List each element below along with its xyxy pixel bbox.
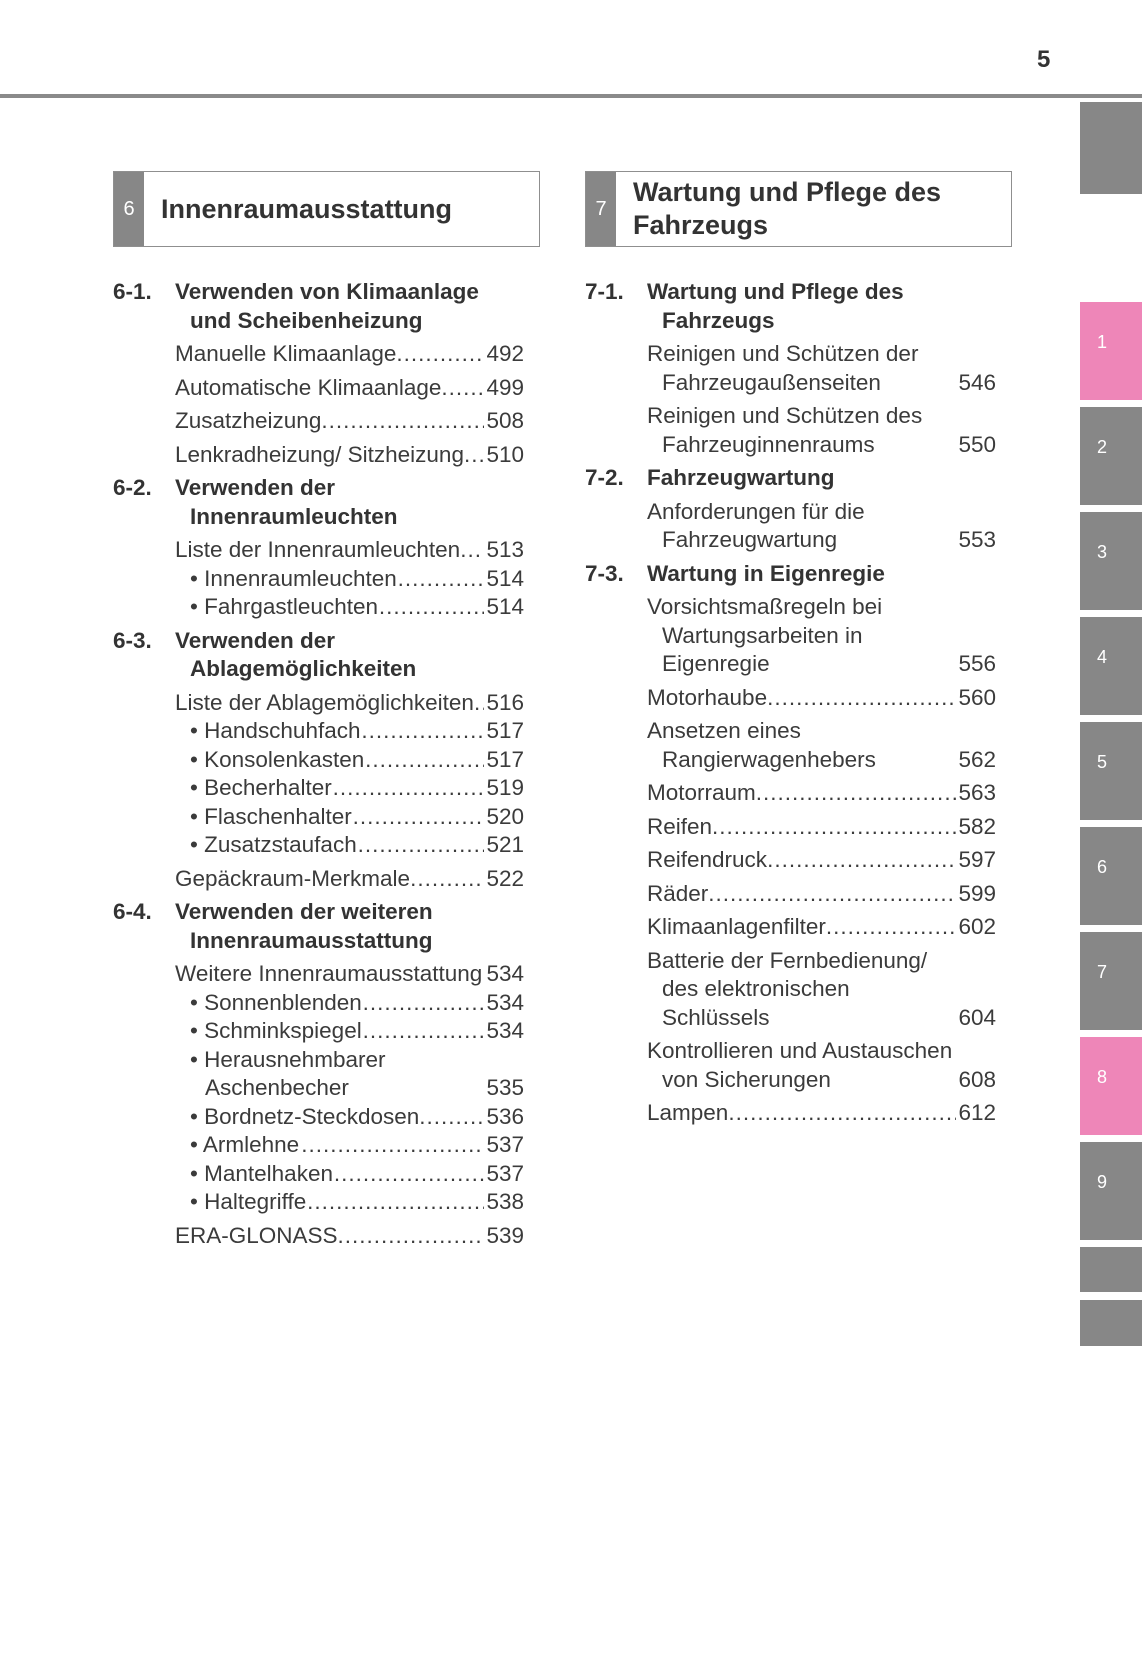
side-tab-label: 6 <box>1097 857 1108 877</box>
side-tab-2[interactable] <box>1080 407 1142 505</box>
side-tab-index-a[interactable] <box>1080 1247 1142 1292</box>
side-tab-label: 8 <box>1097 1067 1108 1087</box>
toc-entry[interactable] <box>113 1046 524 1103</box>
side-tab-blank-top[interactable] <box>1080 102 1142 194</box>
entry-title: • Konsolenkasten <box>190 746 365 772</box>
toc-entry[interactable] <box>113 831 524 860</box>
entry-page: 538 <box>486 1189 524 1214</box>
toc-entry[interactable] <box>113 340 524 369</box>
entry-title: Motorhaube <box>647 684 768 710</box>
section-heading[interactable] <box>585 278 996 335</box>
entry-title: Reinigen und Schützen des Fahrzeuginnenraums <box>647 403 923 457</box>
dot-leader <box>419 1103 484 1132</box>
dot-leader <box>338 1222 485 1251</box>
entry-page: 536 <box>486 1103 524 1129</box>
entry-page: 612 <box>958 1100 996 1125</box>
toc-entry[interactable] <box>585 779 996 808</box>
entry-title: Liste der Ablagemöglichkeiten <box>175 689 474 715</box>
toc-entry[interactable] <box>585 813 996 842</box>
chapter-number: 7 <box>586 172 616 246</box>
side-tab-5[interactable] <box>1080 722 1142 820</box>
section-number: 6-4. <box>113 899 152 924</box>
dot-leader <box>379 593 485 622</box>
dot-leader <box>441 374 484 403</box>
entry-title: Klimaanlagenfilter <box>647 914 826 939</box>
side-tab-label: 5 <box>1097 752 1108 772</box>
header-rule <box>0 94 1142 98</box>
entry-page: 516 <box>486 689 524 715</box>
entry-title: • Sonnenblenden <box>190 989 362 1015</box>
toc-entry[interactable] <box>113 989 524 1018</box>
toc-entry[interactable] <box>585 846 996 875</box>
section-heading[interactable] <box>113 627 524 684</box>
entry-title: Reifendruck <box>647 847 768 872</box>
section-title: Fahrzeugwartung <box>647 465 835 490</box>
dot-leader <box>708 880 956 909</box>
section-title: Verwenden von Klimaanlage und Scheibenheizung <box>175 279 479 333</box>
dot-leader <box>353 803 485 832</box>
entry-title: Gepäckraum-Merkmale <box>175 865 411 891</box>
entry-title: Reinigen und Schützen der Fahrzeugaußenseiten <box>647 341 919 395</box>
entry-title: • Bordnetz-Steckdosen <box>190 1103 420 1129</box>
side-tab-4[interactable] <box>1080 617 1142 715</box>
toc-entry[interactable] <box>585 717 996 774</box>
toc-entry[interactable] <box>113 1103 524 1132</box>
entry-title: Batterie der Fernbedienung/ des elektronischen Schlüssels <box>647 947 928 1030</box>
dot-leader <box>410 865 484 894</box>
entry-title: Automatische Klimaanlage <box>175 374 442 400</box>
toc-entry[interactable] <box>113 407 524 436</box>
toc-entry[interactable] <box>585 340 996 397</box>
entry-page: 537 <box>486 1160 524 1186</box>
toc-column-left <box>113 278 524 1255</box>
entry-page: 563 <box>958 780 996 805</box>
toc-entry[interactable] <box>113 536 524 565</box>
entry-page: 520 <box>486 803 524 829</box>
toc-entry[interactable] <box>113 1017 524 1046</box>
dot-leader <box>301 1131 484 1160</box>
side-tab-label: 2 <box>1097 437 1108 457</box>
section-heading[interactable] <box>113 474 524 531</box>
dot-leader <box>460 536 484 565</box>
dot-leader <box>361 717 484 746</box>
entry-title: • Innenraumleuchten <box>190 565 397 591</box>
toc-entry[interactable] <box>113 593 524 622</box>
chapter-7-header <box>585 171 1012 247</box>
entry-title: Vorsichtsmaßregeln bei Wartungsarbeiten in Eigenregie <box>647 594 883 676</box>
dot-leader <box>333 774 485 803</box>
entry-page: 514 <box>486 565 524 591</box>
entry-title: • Handschuhfach <box>190 718 361 743</box>
entry-page: 582 <box>958 813 996 839</box>
section-heading[interactable] <box>113 898 524 955</box>
side-tab-index-b[interactable] <box>1080 1300 1142 1346</box>
entry-title: Manuelle Klimaanlage <box>175 341 397 366</box>
entry-page: 534 <box>486 961 524 986</box>
section-number: 6-2. <box>113 475 152 500</box>
side-tab-label: 4 <box>1097 647 1108 667</box>
dot-leader <box>398 565 485 594</box>
entry-page: 534 <box>486 989 524 1015</box>
entry-page: 546 <box>958 369 996 395</box>
toc-entry[interactable] <box>113 717 524 746</box>
entry-title: Lenkradheizung/ Sitzheizung <box>175 441 464 467</box>
toc-entry[interactable] <box>113 1131 524 1160</box>
dot-leader <box>712 813 956 842</box>
section-title: Wartung in Eigenregie <box>647 560 885 586</box>
entry-title: • Fahrgastleuchten <box>190 594 378 619</box>
entry-title: • Mantelhaken <box>190 1160 333 1186</box>
toc-entry[interactable] <box>113 441 524 470</box>
entry-title: Lampen <box>647 1100 729 1125</box>
dot-leader <box>767 846 956 875</box>
side-tab-1[interactable] <box>1080 302 1142 400</box>
entry-page: 539 <box>486 1222 524 1248</box>
dot-leader <box>358 831 485 860</box>
entry-page: 553 <box>958 527 996 552</box>
dot-leader <box>363 989 485 1018</box>
dot-leader <box>365 746 484 775</box>
toc-entry[interactable] <box>113 865 524 894</box>
dot-leader <box>464 441 485 470</box>
toc-entry[interactable] <box>585 593 996 679</box>
section-number: 7-2. <box>585 465 624 490</box>
dot-leader <box>474 689 485 718</box>
entry-title: • Armlehne <box>190 1132 300 1157</box>
page-number: 5 <box>1037 46 1051 73</box>
dot-leader <box>767 684 956 713</box>
toc-entry[interactable] <box>585 880 996 909</box>
dot-leader <box>756 779 957 808</box>
entry-title: Kontrollieren und Austauschen von Sicherungen <box>647 1038 953 1092</box>
side-tab-label: 7 <box>1097 962 1108 982</box>
entry-page: 599 <box>958 880 996 906</box>
toc-entry[interactable] <box>113 565 524 594</box>
section-number: 6-3. <box>113 627 152 653</box>
side-tab-label: 9 <box>1097 1172 1108 1192</box>
toc-entry[interactable] <box>585 1037 996 1094</box>
section-title: Wartung und Pflege des Fahrzeugs <box>647 279 904 333</box>
entry-page: 602 <box>958 914 996 939</box>
entry-page: 514 <box>486 594 524 619</box>
entry-page: 535 <box>486 1075 524 1100</box>
toc-entry[interactable] <box>113 960 524 989</box>
side-tab-3[interactable] <box>1080 512 1142 610</box>
toc-entry[interactable] <box>113 774 524 803</box>
toc-entry[interactable] <box>585 913 996 942</box>
chapter-title: Wartung und Pflege des Fahrzeugs <box>633 177 942 240</box>
dot-leader <box>321 407 484 436</box>
dot-leader <box>396 340 484 369</box>
toc-entry[interactable] <box>585 498 996 555</box>
dot-leader <box>307 1188 484 1217</box>
toc-entry[interactable] <box>113 374 524 403</box>
entry-title: Reifen <box>647 813 713 839</box>
entry-title: • Zusatzstaufach <box>190 832 357 857</box>
toc-entry[interactable] <box>113 1222 524 1251</box>
entry-title: Weitere Innenraumausstattung <box>175 961 483 986</box>
entry-title: Räder <box>647 880 709 906</box>
toc-entry[interactable] <box>585 1099 996 1128</box>
entry-page: 556 <box>958 651 996 676</box>
entry-page: 510 <box>486 441 524 467</box>
section-heading[interactable] <box>585 464 996 493</box>
chapter-number: 6 <box>114 172 144 246</box>
side-tab-7[interactable] <box>1080 932 1142 1030</box>
entry-title: Ansetzen eines Rangierwagenhebers <box>647 718 876 772</box>
entry-title: • Schminkspiegel <box>190 1018 362 1043</box>
chapter-title: Innenraumausstattung <box>161 193 453 224</box>
entry-page: 519 <box>486 775 524 800</box>
toc-entry[interactable] <box>113 689 524 718</box>
toc-entry[interactable] <box>585 402 996 459</box>
dot-leader <box>334 1160 485 1189</box>
section-heading[interactable] <box>585 560 996 589</box>
side-tab-label: 3 <box>1097 542 1108 562</box>
section-number: 7-1. <box>585 279 624 304</box>
section-title: Verwenden der weiteren Innenraumausstattung <box>175 899 433 953</box>
entry-page: 534 <box>486 1018 524 1043</box>
entry-title: • Haltegriffe <box>190 1189 307 1214</box>
entry-title: • Flaschenhalter <box>190 803 352 829</box>
entry-page: 550 <box>958 431 996 457</box>
entry-page: 513 <box>486 537 524 562</box>
entry-page: 521 <box>486 832 524 857</box>
entry-page: 562 <box>958 746 996 772</box>
entry-title: Motorraum <box>647 780 756 805</box>
toc-entry[interactable] <box>113 1188 524 1217</box>
side-tab-label: 1 <box>1097 332 1108 352</box>
entry-page: 508 <box>486 408 524 433</box>
entry-title: • Herausnehmbarer Aschenbecher <box>190 1046 386 1100</box>
section-number: 6-1. <box>113 279 152 304</box>
toc-entry[interactable] <box>113 1160 524 1189</box>
entry-title: Liste der Innenraumleuchten <box>175 537 461 562</box>
section-title: Verwenden der Innenraumleuchten <box>175 475 398 529</box>
entry-page: 517 <box>486 718 524 743</box>
entry-page: 537 <box>486 1132 524 1157</box>
entry-page: 517 <box>486 746 524 772</box>
entry-title: ERA-GLONASS <box>175 1222 338 1248</box>
toc-entry[interactable] <box>585 684 996 713</box>
section-title: Verwenden der Ablagemöglichkeiten <box>175 627 417 681</box>
entry-page: 492 <box>486 341 524 366</box>
entry-title: Zusatzheizung <box>175 408 322 433</box>
section-heading[interactable] <box>113 278 524 335</box>
chapter-6-header <box>113 171 540 247</box>
side-tab-9[interactable] <box>1080 1142 1142 1240</box>
section-number: 7-3. <box>585 560 624 586</box>
entry-title: Anforderungen für die Fahrzeugwartung <box>647 498 865 552</box>
entry-page: 522 <box>486 865 524 891</box>
entry-page: 499 <box>486 374 524 400</box>
entry-title: • Becherhalter <box>190 775 332 800</box>
toc-entry[interactable] <box>113 803 524 832</box>
entry-page: 560 <box>958 684 996 710</box>
toc-column-right <box>585 278 996 1133</box>
entry-page: 608 <box>958 1066 996 1092</box>
toc-entry[interactable] <box>113 746 524 775</box>
side-tab-8[interactable] <box>1080 1037 1142 1135</box>
entry-page: 604 <box>958 1004 996 1030</box>
entry-page: 597 <box>958 847 996 872</box>
side-tab-6[interactable] <box>1080 827 1142 925</box>
dot-leader <box>728 1099 956 1128</box>
dot-leader <box>363 1017 485 1046</box>
dot-leader <box>826 913 957 942</box>
toc-entry[interactable] <box>585 947 996 1033</box>
